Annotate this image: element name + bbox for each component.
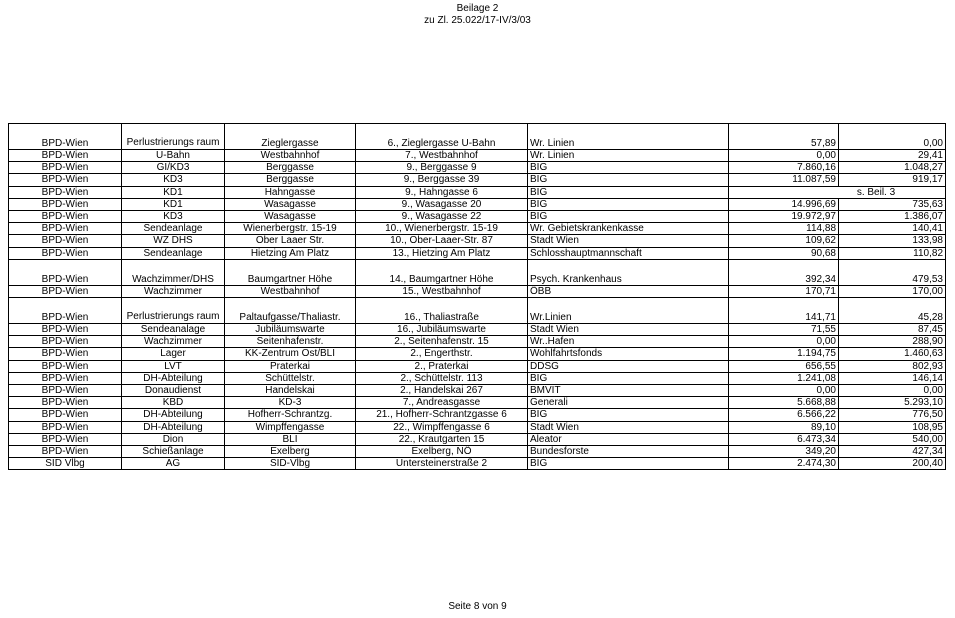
owner-cell: ÖBB — [528, 285, 729, 297]
unit-cell: Dion — [122, 433, 225, 445]
unit-cell: KBD — [122, 397, 225, 409]
table-row — [9, 235, 946, 247]
amount-2-cell: 776,50 — [839, 409, 946, 421]
org-cell: BPD-Wien — [9, 397, 122, 409]
table-row — [9, 446, 946, 458]
unit-cell: GI/KD3 — [122, 162, 225, 174]
unit-cell: Wachzimmer — [122, 285, 225, 297]
address-cell: 9., Berggasse 9 — [356, 162, 528, 174]
address-cell: 16., Jubiläumswarte — [356, 324, 528, 336]
table-row — [9, 186, 946, 198]
location-cell: Wasagasse — [225, 198, 356, 210]
location-cell: Handelskai — [225, 385, 356, 397]
table-row — [9, 198, 946, 210]
table-row — [9, 324, 946, 336]
table-row — [9, 409, 946, 421]
amount-1-cell: 392,34 — [729, 259, 839, 285]
unit-cell: Wachzimmer — [122, 336, 225, 348]
owner-cell: BIG — [528, 211, 729, 223]
table-row — [9, 336, 946, 348]
location-cell: SID-Vlbg — [225, 458, 356, 470]
header-reference: zu Zl. 25.022/17-IV/3/03 — [424, 15, 531, 26]
amount-2-cell: 0,00 — [839, 124, 946, 150]
amount-2-cell: 735,63 — [839, 198, 946, 210]
org-cell: BPD-Wien — [9, 150, 122, 162]
owner-cell: Psych. Krankenhaus — [528, 259, 729, 285]
org-cell: BPD-Wien — [9, 198, 122, 210]
amount-2-cell: 146,14 — [839, 372, 946, 384]
table-row — [9, 223, 946, 235]
amount-1-cell: 2.474,30 — [729, 458, 839, 470]
amount-1-cell: 7.860,16 — [729, 162, 839, 174]
header-title: Beilage 2 — [456, 3, 499, 14]
org-cell: BPD-Wien — [9, 324, 122, 336]
amount-2-cell: 479,53 — [839, 259, 946, 285]
location-cell: KD-3 — [225, 397, 356, 409]
org-cell: BPD-Wien — [9, 446, 122, 458]
table-row — [9, 285, 946, 297]
unit-cell: Sendeanlage — [122, 223, 225, 235]
address-cell: 6., Zieglergasse U-Bahn — [356, 124, 528, 150]
amount-2-cell: 110,82 — [839, 247, 946, 259]
org-cell: BPD-Wien — [9, 124, 122, 150]
location-cell: Praterkai — [225, 360, 356, 372]
address-cell: 15., Westbahnhof — [356, 285, 528, 297]
amount-2-cell: 140,41 — [839, 223, 946, 235]
amount-2-cell: 108,95 — [839, 421, 946, 433]
owner-cell: BIG — [528, 186, 729, 198]
owner-cell: Stadt Wien — [528, 324, 729, 336]
owner-cell: BMVIT — [528, 385, 729, 397]
table-row — [9, 259, 946, 285]
owner-cell: Wohlfahrtsfonds — [528, 348, 729, 360]
location-cell: Seitenhafenstr. — [225, 336, 356, 348]
table-row — [9, 348, 946, 360]
owner-cell: BIG — [528, 174, 729, 186]
unit-cell: WZ DHS — [122, 235, 225, 247]
amount-1-cell: 656,55 — [729, 360, 839, 372]
owner-cell: Stadt Wien — [528, 235, 729, 247]
table-row — [9, 372, 946, 384]
amount-2-cell: 87,45 — [839, 324, 946, 336]
amount-1-cell: 89,10 — [729, 421, 839, 433]
table-row — [9, 385, 946, 397]
unit-cell: Donaudienst — [122, 385, 225, 397]
table-row — [9, 298, 946, 324]
see-attachment-cell: s. Beil. 3 — [729, 186, 946, 198]
location-cell: Hietzing Am Platz — [225, 247, 356, 259]
address-cell: 7., Andreasgasse — [356, 397, 528, 409]
owner-cell: BIG — [528, 458, 729, 470]
amount-2-cell: 1.048,27 — [839, 162, 946, 174]
org-cell: BPD-Wien — [9, 348, 122, 360]
org-cell: BPD-Wien — [9, 174, 122, 186]
amount-2-cell: 1.460,63 — [839, 348, 946, 360]
address-cell: 2., Schüttelstr. 113 — [356, 372, 528, 384]
unit-cell: KD1 — [122, 186, 225, 198]
table-row — [9, 433, 946, 445]
facility-table-body — [9, 124, 946, 470]
owner-cell: BIG — [528, 198, 729, 210]
amount-2-cell: 170,00 — [839, 285, 946, 297]
location-cell: Schüttelstr. — [225, 372, 356, 384]
org-cell: BPD-Wien — [9, 235, 122, 247]
amount-2-cell: 0,00 — [839, 385, 946, 397]
table-row — [9, 150, 946, 162]
address-cell: 2., Engerthstr. — [356, 348, 528, 360]
amount-1-cell: 71,55 — [729, 324, 839, 336]
owner-cell: Generali — [528, 397, 729, 409]
org-cell: BPD-Wien — [9, 421, 122, 433]
org-cell: BPD-Wien — [9, 162, 122, 174]
amount-1-cell: 1.241,08 — [729, 372, 839, 384]
amount-1-cell: 11.087,59 — [729, 174, 839, 186]
amount-2-cell: 5.293,10 — [839, 397, 946, 409]
org-cell: BPD-Wien — [9, 336, 122, 348]
location-cell: Paltaufgasse/Thaliastr. — [225, 298, 356, 324]
amount-2-cell: 1.386,07 — [839, 211, 946, 223]
owner-cell: Aleator — [528, 433, 729, 445]
org-cell: BPD-Wien — [9, 186, 122, 198]
amount-2-cell: 133,98 — [839, 235, 946, 247]
amount-1-cell: 14.996,69 — [729, 198, 839, 210]
unit-cell: LVT — [122, 360, 225, 372]
amount-1-cell: 0,00 — [729, 385, 839, 397]
location-cell: Hofherr-Schrantzg. — [225, 409, 356, 421]
amount-1-cell: 90,68 — [729, 247, 839, 259]
address-cell: 2., Praterkai — [356, 360, 528, 372]
table-row — [9, 458, 946, 470]
unit-cell: KD3 — [122, 174, 225, 186]
amount-1-cell: 5.668,88 — [729, 397, 839, 409]
owner-cell: Bundesforste — [528, 446, 729, 458]
address-cell: 9., Wasagasse 20 — [356, 198, 528, 210]
amount-2-cell: 427,34 — [839, 446, 946, 458]
page-footer: Seite 8 von 9 — [448, 601, 507, 612]
owner-cell: Wr. Linien — [528, 124, 729, 150]
location-cell: Exelberg — [225, 446, 356, 458]
table-row — [9, 211, 946, 223]
amount-1-cell: 0,00 — [729, 150, 839, 162]
address-cell: Exelberg, NÖ — [356, 446, 528, 458]
address-cell: 21., Hofherr-Schrantzgasse 6 — [356, 409, 528, 421]
location-cell: Zieglergasse — [225, 124, 356, 150]
unit-cell: Perlustrierungs raum — [122, 298, 225, 324]
amount-1-cell: 57,89 — [729, 124, 839, 150]
location-cell: Westbahnhof — [225, 285, 356, 297]
amount-2-cell: 45,28 — [839, 298, 946, 324]
unit-cell: KD1 — [122, 198, 225, 210]
amount-2-cell: 802,93 — [839, 360, 946, 372]
unit-cell: AG — [122, 458, 225, 470]
location-cell: Westbahnhof — [225, 150, 356, 162]
address-cell: 16., Thaliastraße — [356, 298, 528, 324]
address-cell: 9., Berggasse 39 — [356, 174, 528, 186]
address-cell: Untersteinerstraße 2 — [356, 458, 528, 470]
org-cell: BPD-Wien — [9, 298, 122, 324]
org-cell: BPD-Wien — [9, 211, 122, 223]
amount-1-cell: 141,71 — [729, 298, 839, 324]
address-cell: 9., Wasagasse 22 — [356, 211, 528, 223]
address-cell: 13., Hietzing Am Platz — [356, 247, 528, 259]
unit-cell: Lager — [122, 348, 225, 360]
owner-cell: DDSG — [528, 360, 729, 372]
owner-cell: Wr..Hafen — [528, 336, 729, 348]
org-cell: BPD-Wien — [9, 409, 122, 421]
address-cell: 22., Krautgarten 15 — [356, 433, 528, 445]
org-cell: BPD-Wien — [9, 285, 122, 297]
address-cell: 2., Seitenhafenstr. 15 — [356, 336, 528, 348]
amount-2-cell: 919,17 — [839, 174, 946, 186]
owner-cell: BIG — [528, 372, 729, 384]
org-cell: BPD-Wien — [9, 259, 122, 285]
unit-cell: Perlustrierungs raum — [122, 124, 225, 150]
org-cell: BPD-Wien — [9, 360, 122, 372]
org-cell: BPD-Wien — [9, 433, 122, 445]
amount-1-cell: 109,62 — [729, 235, 839, 247]
address-cell: 14., Baumgartner Höhe — [356, 259, 528, 285]
table-row — [9, 421, 946, 433]
org-cell: SID Vlbg — [9, 458, 122, 470]
location-cell: Wienerbergstr. 15-19 — [225, 223, 356, 235]
location-cell: Wasagasse — [225, 211, 356, 223]
owner-cell: Stadt Wien — [528, 421, 729, 433]
amount-1-cell: 6.473,34 — [729, 433, 839, 445]
org-cell: BPD-Wien — [9, 223, 122, 235]
owner-cell: BIG — [528, 162, 729, 174]
unit-cell: KD3 — [122, 211, 225, 223]
location-cell: Baumgartner Höhe — [225, 259, 356, 285]
owner-cell: BIG — [528, 409, 729, 421]
address-cell: 2., Handelskai 267 — [356, 385, 528, 397]
location-cell: Berggasse — [225, 162, 356, 174]
location-cell: KK-Zentrum Ost/BLI — [225, 348, 356, 360]
unit-cell: U-Bahn — [122, 150, 225, 162]
page-header — [0, 3, 955, 27]
org-cell: BPD-Wien — [9, 385, 122, 397]
owner-cell: Wr. Linien — [528, 150, 729, 162]
amount-2-cell: 200,40 — [839, 458, 946, 470]
location-cell: Hahngasse — [225, 186, 356, 198]
org-cell: BPD-Wien — [9, 247, 122, 259]
unit-cell: DH-Abteilung — [122, 372, 225, 384]
table-row — [9, 162, 946, 174]
amount-1-cell: 349,20 — [729, 446, 839, 458]
location-cell: Ober Laaer Str. — [225, 235, 356, 247]
amount-2-cell: 540,00 — [839, 433, 946, 445]
amount-1-cell: 0,00 — [729, 336, 839, 348]
unit-cell: DH-Abteilung — [122, 421, 225, 433]
unit-cell: Schießanlage — [122, 446, 225, 458]
amount-1-cell: 19.972,97 — [729, 211, 839, 223]
table-row — [9, 174, 946, 186]
unit-cell: Sendeanalage — [122, 324, 225, 336]
location-cell: Jubiläumswarte — [225, 324, 356, 336]
amount-2-cell: 288,90 — [839, 336, 946, 348]
amount-1-cell: 170,71 — [729, 285, 839, 297]
table-row — [9, 124, 946, 150]
amount-1-cell: 6.566,22 — [729, 409, 839, 421]
unit-cell: DH-Abteilung — [122, 409, 225, 421]
amount-1-cell: 114,88 — [729, 223, 839, 235]
amount-2-cell: 29,41 — [839, 150, 946, 162]
table-row — [9, 397, 946, 409]
location-cell: BLI — [225, 433, 356, 445]
location-cell: Wimpffengasse — [225, 421, 356, 433]
address-cell: 22., Wimpffengasse 6 — [356, 421, 528, 433]
owner-cell: Schlosshauptmannschaft — [528, 247, 729, 259]
unit-cell: Wachzimmer/DHS — [122, 259, 225, 285]
org-cell: BPD-Wien — [9, 372, 122, 384]
location-cell: Berggasse — [225, 174, 356, 186]
address-cell: 10., Ober-Laaer-Str. 87 — [356, 235, 528, 247]
owner-cell: Wr. Gebietskrankenkasse — [528, 223, 729, 235]
address-cell: 9., Hahngasse 6 — [356, 186, 528, 198]
table-row — [9, 247, 946, 259]
unit-cell: Sendeanlage — [122, 247, 225, 259]
owner-cell: Wr.Linien — [528, 298, 729, 324]
address-cell: 7., Westbahnhof — [356, 150, 528, 162]
table-row — [9, 360, 946, 372]
facility-table — [8, 123, 946, 470]
amount-1-cell: 1.194,75 — [729, 348, 839, 360]
address-cell: 10., Wienerbergstr. 15-19 — [356, 223, 528, 235]
